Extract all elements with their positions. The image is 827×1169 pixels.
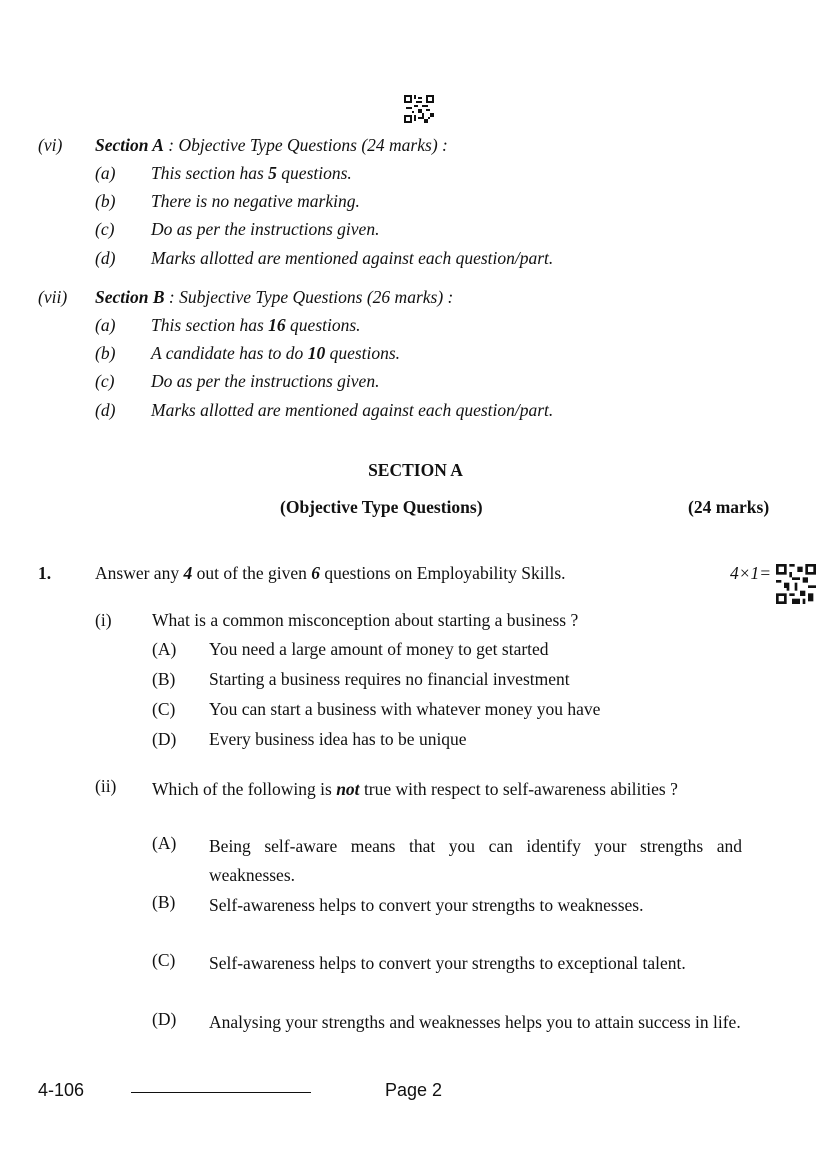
list-item-text: questions.: [285, 315, 361, 335]
question-text-part: questions on Employability Skills.: [320, 563, 566, 583]
subquestion-number: (i): [95, 610, 112, 630]
list-item-count: 16: [268, 315, 286, 335]
question-text-part: Answer any: [95, 563, 184, 583]
option-text: Being self-aware means that you can identify your strengths and weaknesses.: [209, 836, 742, 885]
list-item-text: questions.: [325, 343, 401, 363]
option-text: Self-awareness helps to convert your strengths to exceptional talent.: [209, 953, 686, 973]
list-item-label: (d): [95, 400, 116, 420]
option-text: You can start a business with whatever money you have: [209, 699, 601, 719]
list-item-text: questions.: [276, 163, 352, 183]
list-item-label: (a): [95, 163, 116, 183]
option-label: (D): [152, 1009, 177, 1029]
list-item-label: (d): [95, 248, 116, 268]
instruction-number: (vii): [38, 287, 68, 307]
question-text: [95, 562, 566, 584]
instruction-heading: [95, 286, 453, 308]
section-description: : Objective Type Questions (24 marks) :: [163, 135, 448, 155]
list-item: Marks allotted are mentioned against each question/part.: [151, 248, 554, 268]
section-description: : Subjective Type Questions (26 marks) :: [164, 287, 454, 307]
subquestion-text: What is a common misconception about starting a business ?: [152, 610, 579, 630]
option-label: (B): [152, 892, 176, 912]
option-label: (C): [152, 699, 176, 719]
list-item-label: (c): [95, 371, 115, 391]
emphasis: not: [336, 779, 360, 799]
list-item-text: A candidate has to do: [151, 343, 308, 363]
subquestion-text-part: Which of the following is: [152, 779, 337, 799]
list-item-label: (b): [95, 343, 116, 363]
list-item-label: (b): [95, 191, 116, 211]
section-name: Section A: [95, 135, 164, 155]
list-item-text: This section has: [151, 163, 269, 183]
instruction-heading: [95, 134, 448, 156]
option-text: You need a large amount of money to get started: [209, 639, 549, 659]
subquestion-text: [152, 775, 742, 803]
list-item-label: (c): [95, 219, 115, 239]
list-item: Do as per the instructions given.: [151, 219, 380, 239]
paper-code: 4-106: [38, 1080, 85, 1100]
list-item-count: 5: [268, 163, 277, 183]
qr-code-icon: [776, 564, 816, 604]
list-item: [151, 342, 400, 364]
subquestion-text-part: true with respect to self-awareness abilities ?: [359, 779, 678, 799]
section-name: Section B: [95, 287, 165, 307]
list-item: There is no negative marking.: [151, 191, 360, 211]
question-text-part: out of the given: [192, 563, 312, 583]
marks-allotment: 4×1=: [730, 563, 772, 583]
list-item: Marks allotted are mentioned against each question/part.: [151, 400, 554, 420]
question-number: 1.: [38, 563, 52, 583]
option-text: Analysing your strengths and weaknesses helps you to attain success in life.: [209, 1012, 741, 1032]
option-text: Starting a business requires no financial investment: [209, 669, 570, 689]
page-number: Page 2: [385, 1080, 443, 1100]
option-label: (A): [152, 833, 177, 853]
list-item: Do as per the instructions given.: [151, 371, 380, 391]
option-label: (C): [152, 950, 176, 970]
section-heading: SECTION A: [368, 460, 463, 480]
list-item-text: This section has: [151, 315, 269, 335]
option-label: (D): [152, 729, 177, 749]
list-item: [151, 162, 352, 184]
section-subheading: (Objective Type Questions): [280, 497, 483, 517]
option-text: Self-awareness helps to convert your strengths to weaknesses.: [209, 895, 644, 915]
section-marks: (24 marks): [688, 497, 770, 517]
option-text: Every business idea has to be unique: [209, 729, 467, 749]
instruction-number: (vi): [38, 135, 63, 155]
question-count: 4: [183, 563, 193, 583]
qr-code-icon: [404, 95, 434, 123]
subquestion-number: (ii): [95, 776, 117, 796]
question-count: 6: [311, 563, 321, 583]
option-label: (B): [152, 669, 176, 689]
list-item-label: (a): [95, 315, 116, 335]
footer-divider: [131, 1092, 311, 1093]
option-label: (A): [152, 639, 177, 659]
list-item: [151, 314, 361, 336]
list-item-count: 10: [307, 343, 326, 363]
